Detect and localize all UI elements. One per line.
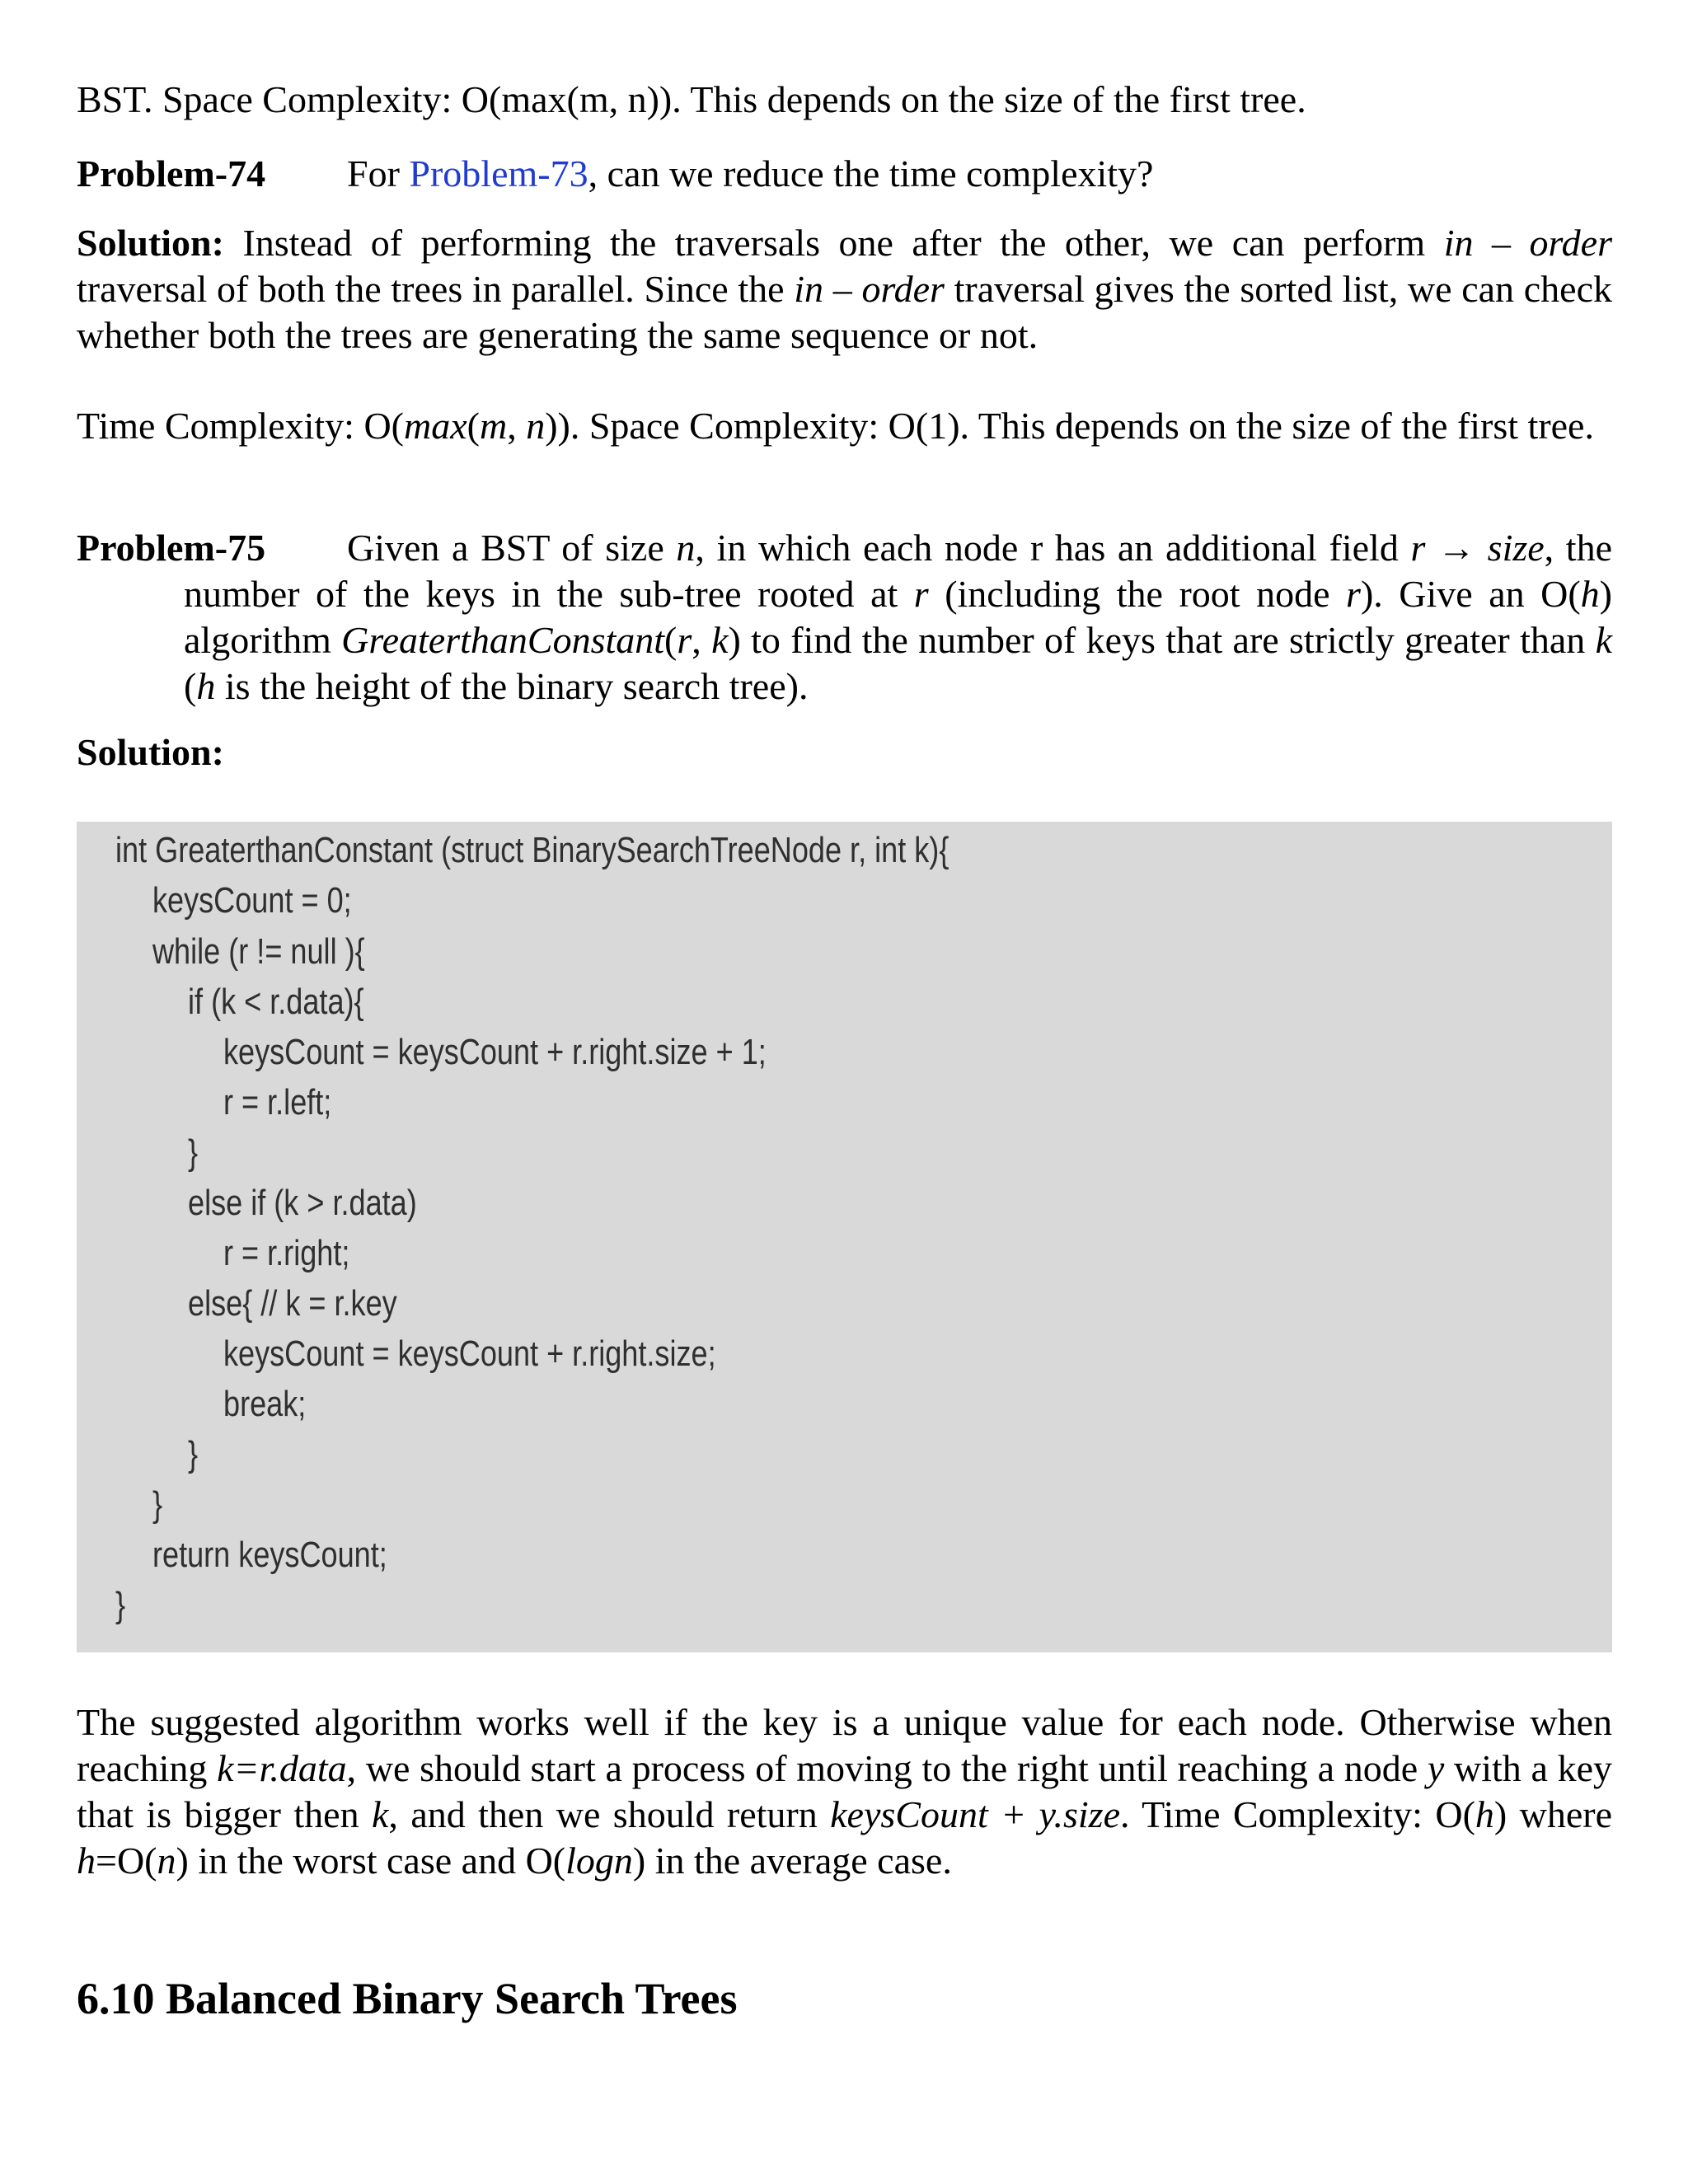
text: Instead of performing the traversals one after the other, we can perform xyxy=(223,222,1444,264)
text: ). Give an O( xyxy=(1360,573,1581,615)
math-logn: logn xyxy=(565,1840,633,1882)
code-line: keysCount = 0; xyxy=(152,880,352,921)
math-k: k xyxy=(711,619,729,661)
code-block xyxy=(77,822,1612,1652)
math-n: n xyxy=(676,527,696,569)
text: , the number of the keys in the sub-tree rooted at xyxy=(184,527,1613,615)
math-k-eq: k=r.data xyxy=(217,1747,347,1789)
problem-75-label: Problem-75 xyxy=(77,527,266,569)
math-h: h xyxy=(1580,573,1600,615)
text: traversal gives the sorted list, we can check whether both the trees are generating the same sequence or not. xyxy=(77,268,1612,356)
text: ( xyxy=(184,665,197,707)
text: For xyxy=(347,152,410,194)
in-order-term: in – order xyxy=(1443,222,1613,264)
problem-75 xyxy=(77,525,1612,710)
text: )). Space Complexity: O(1). This depends on the size of the first tree. xyxy=(545,405,1594,447)
text: (including the root node xyxy=(928,573,1347,615)
text: . Time Complexity: O( xyxy=(1120,1793,1475,1835)
text: is the height of the binary search tree). xyxy=(215,665,809,707)
text: ) where xyxy=(1493,1793,1612,1835)
paragraph-bst-space xyxy=(77,77,1612,123)
math-h: h xyxy=(196,665,216,707)
text: BST. Space Complexity: O(max(m, n)). This depends on the size of the first tree. xyxy=(77,78,1306,120)
in-order-term: in – order xyxy=(794,268,945,310)
problem-74 xyxy=(77,151,1612,197)
math-k: k xyxy=(1595,619,1613,661)
code-line: while (r != null ){ xyxy=(152,931,365,972)
text: ( xyxy=(467,405,480,447)
code-line: } xyxy=(188,1132,199,1173)
math-m: m xyxy=(479,405,508,447)
code-line: r = r.right; xyxy=(223,1233,350,1273)
text: , and then we should return xyxy=(388,1793,831,1835)
code-line: else if (k > r.data) xyxy=(188,1183,417,1223)
code-line: if (k < r.data){ xyxy=(188,982,364,1022)
math-r: r xyxy=(677,619,692,661)
code-line: } xyxy=(188,1434,199,1474)
text: , xyxy=(507,405,527,447)
complexity-paragraph xyxy=(77,403,1612,449)
code-line: r = r.left; xyxy=(223,1082,332,1122)
math-r: r xyxy=(913,573,929,615)
solution-75 xyxy=(77,729,1612,776)
math-k: k xyxy=(372,1793,389,1835)
text: =O( xyxy=(96,1840,157,1882)
text: The suggested algorithm works well if the key is a unique value for each node. Otherwise when reaching xyxy=(77,1701,1612,1789)
math-h: h xyxy=(77,1840,96,1882)
code-line: else{ // k = r.key xyxy=(188,1283,397,1324)
text: Time Complexity: O( xyxy=(77,405,404,447)
text: traversal of both the trees in parallel. Since the xyxy=(77,268,795,310)
text: ) in the average case. xyxy=(632,1840,952,1882)
math-expression: keysCount + y.size xyxy=(830,1793,1120,1835)
math-r: r xyxy=(1410,527,1426,569)
problem-73-link[interactable]: Problem-73 xyxy=(409,152,588,194)
math-y: y xyxy=(1427,1747,1445,1789)
text: , in which each node r has an additional field xyxy=(695,527,1411,569)
math-n: n xyxy=(526,405,546,447)
text: Given a BST of size xyxy=(347,527,677,569)
text: , xyxy=(692,619,712,661)
solution-74 xyxy=(77,220,1612,359)
math-max: max xyxy=(404,405,467,447)
text: , can we reduce the time complexity? xyxy=(588,152,1154,194)
code-line: break; xyxy=(223,1384,307,1424)
math-r: r xyxy=(1346,573,1361,615)
solution-label: Solution: xyxy=(77,731,224,773)
section-heading: 6.10 Balanced Binary Search Trees xyxy=(77,1974,738,2023)
arrow-symbol: → xyxy=(1425,527,1488,569)
math-h: h xyxy=(1475,1793,1494,1835)
explanation-paragraph xyxy=(77,1699,1612,1884)
math-size: size xyxy=(1487,527,1545,569)
solution-label: Solution: xyxy=(77,222,224,264)
text: , we should start a process of moving to the right until reaching a node xyxy=(346,1747,1428,1789)
text: ( xyxy=(664,619,678,661)
text: ) to find the number of keys that are strictly greater than xyxy=(728,619,1596,661)
code-line: keysCount = keysCount + r.right.size + 1; xyxy=(223,1032,767,1072)
code-line: keysCount = keysCount + r.right.size; xyxy=(223,1333,716,1374)
text: ) in the worst case and O( xyxy=(176,1840,566,1882)
text: ) algorithm xyxy=(184,573,1612,661)
code-line: } xyxy=(115,1585,126,1625)
math-n: n xyxy=(157,1840,176,1882)
code-line: } xyxy=(152,1484,163,1525)
code-line: return keysCount; xyxy=(152,1535,387,1575)
problem-74-label: Problem-74 xyxy=(77,152,266,194)
function-name: GreaterthanConstant xyxy=(341,619,665,661)
code-line: int GreaterthanConstant (struct BinarySearchTreeNode r, int k){ xyxy=(115,830,950,870)
text: with a key that is bigger then xyxy=(77,1747,1612,1835)
